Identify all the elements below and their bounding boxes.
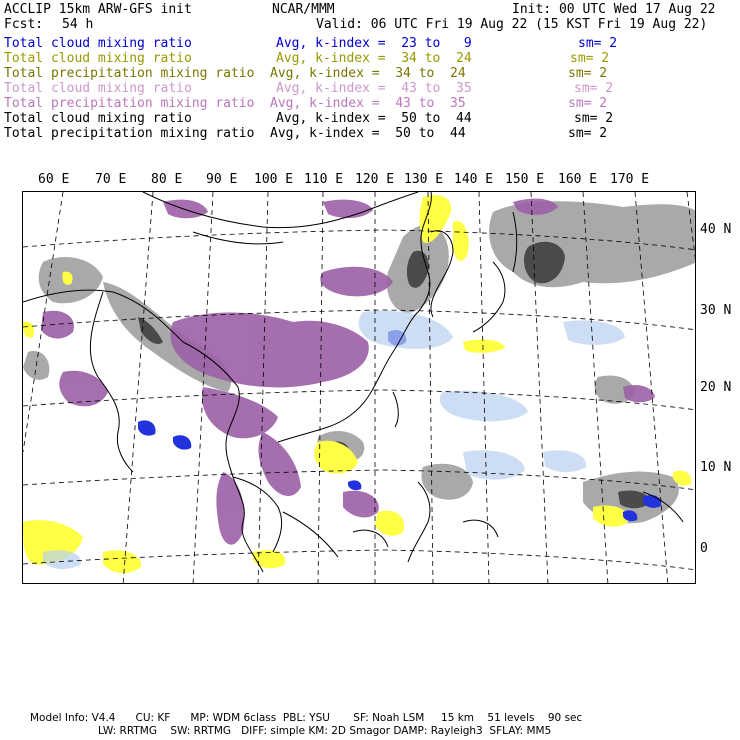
legend-name: Total cloud mixing ratio — [4, 111, 192, 126]
lon-label: 130 E — [404, 172, 444, 187]
fcst-label: Fcst: — [4, 17, 44, 32]
lon-label: 170 E — [610, 172, 650, 187]
legend-name: Total precipitation mixing ratio — [4, 66, 255, 81]
lon-label: 80 E — [151, 172, 183, 187]
legend-name: Total cloud mixing ratio — [4, 81, 192, 96]
lon-label: 70 E — [95, 172, 127, 187]
model-info-line2: LW: RRTMG SW: RRTMG DIFF: simple KM: 2D Smagor DAMP: Rayleigh3 SFLAY: MM5 — [98, 725, 552, 737]
legend-sm: sm= 2 — [568, 126, 608, 141]
lon-label: 110 E — [304, 172, 344, 187]
forecast-map — [22, 191, 696, 584]
center-label: NCAR/MMM — [272, 2, 335, 17]
legend-sm: sm= 2 — [578, 36, 618, 51]
legend-sm: sm= 2 — [568, 96, 608, 111]
init-time: Init: 00 UTC Wed 17 Aug 22 — [512, 2, 716, 17]
legend-sm: sm= 2 — [574, 111, 614, 126]
legend-name: Total cloud mixing ratio — [4, 51, 192, 66]
lon-label: 60 E — [38, 172, 70, 187]
legend-avg: Avg, k-index = 34 to 24 — [270, 66, 466, 81]
legend-avg: Avg, k-index = 23 to 9 — [276, 36, 472, 51]
lon-label: 100 E — [254, 172, 294, 187]
legend-avg: Avg, k-index = 50 to 44 — [270, 126, 466, 141]
legend-sm: sm= 2 — [568, 66, 608, 81]
lon-label: 150 E — [505, 172, 545, 187]
lat-label: 0 — [700, 541, 708, 556]
lat-label: 30 N — [700, 303, 732, 318]
lat-label: 10 N — [700, 460, 732, 475]
model-info-line1: Model Info: V4.4 CU: KF MP: WDM 6class PBL: YSU SF: Noah LSM 15 km 51 levels 90 sec — [30, 712, 583, 724]
valid-time: Valid: 06 UTC Fri 19 Aug 22 (15 KST Fri 19 Aug 22) — [316, 17, 708, 32]
lon-label: 90 E — [206, 172, 238, 187]
fcst-value: 54 h — [62, 17, 94, 32]
map-canvas — [23, 192, 696, 584]
legend-name: Total precipitation mixing ratio — [4, 96, 255, 111]
legend-name: Total precipitation mixing ratio — [4, 126, 255, 141]
legend-sm: sm= 2 — [570, 51, 610, 66]
lat-label: 20 N — [700, 380, 732, 395]
legend-sm: sm= 2 — [574, 81, 614, 96]
lon-label: 160 E — [558, 172, 598, 187]
legend-name: Total cloud mixing ratio — [4, 36, 192, 51]
legend-avg: Avg, k-index = 43 to 35 — [270, 96, 466, 111]
legend-avg: Avg, k-index = 50 to 44 — [276, 111, 472, 126]
legend-avg: Avg, k-index = 43 to 35 — [276, 81, 472, 96]
plot-title: ACCLIP 15km ARW-GFS init — [4, 2, 192, 17]
legend-avg: Avg, k-index = 34 to 24 — [276, 51, 472, 66]
lon-label: 120 E — [355, 172, 395, 187]
lat-label: 40 N — [700, 222, 732, 237]
lon-label: 140 E — [454, 172, 494, 187]
